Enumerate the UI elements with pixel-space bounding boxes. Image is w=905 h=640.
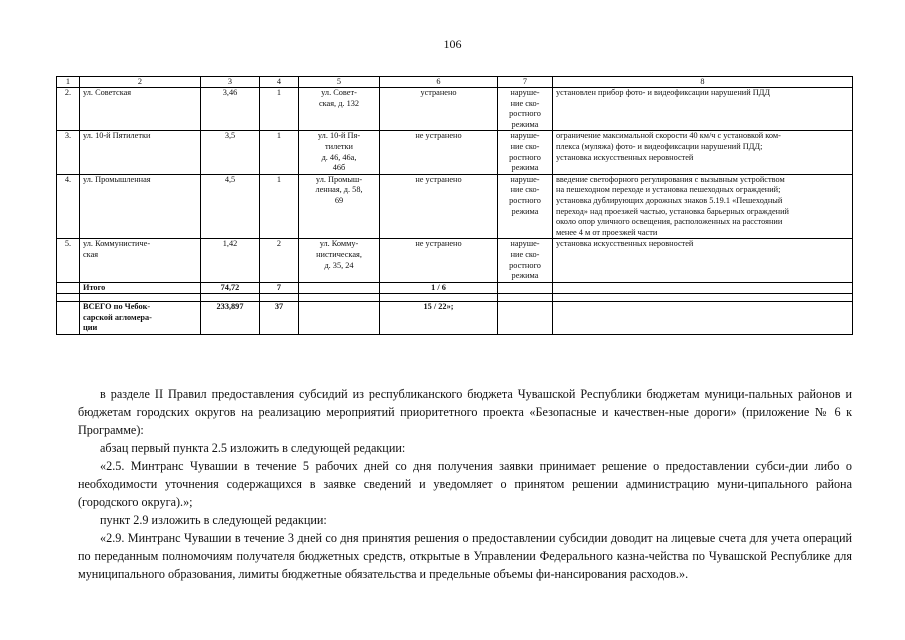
empty-cell xyxy=(260,294,299,302)
table-row xyxy=(57,88,853,131)
section-length: 3,46 xyxy=(201,88,260,131)
total-label: Итого xyxy=(80,282,201,294)
section-length: 4,5 xyxy=(201,174,260,239)
empty-cell xyxy=(299,294,380,302)
grand-total-row xyxy=(57,302,853,335)
empty-cell xyxy=(553,302,853,335)
column-number: 3 xyxy=(201,77,260,88)
total-count: 7 xyxy=(260,282,299,294)
empty-cell xyxy=(57,302,80,335)
violation-type: наруше- ние ско- ростного режима xyxy=(498,174,553,239)
section-length: 3,5 xyxy=(201,131,260,174)
empty-cell xyxy=(201,294,260,302)
total-row xyxy=(57,282,853,294)
paragraph: абзац первый пункта 2.5 изложить в следующей редакции: xyxy=(100,441,406,455)
row-number: 3. xyxy=(57,131,80,174)
grand-total-label: ВСЕГО по Чебок- сарской агломера- ции xyxy=(80,302,201,335)
row-number: 2. xyxy=(57,88,80,131)
section-location: ул. Промыш- ленная, д. 58, 69 xyxy=(299,174,380,239)
empty-cell xyxy=(498,302,553,335)
status: устранено xyxy=(380,88,498,131)
section-count: 2 xyxy=(260,239,299,282)
column-number: 1 xyxy=(57,77,80,88)
section-location: ул. 10-й Пя- тилетки д. 46, 46а, 46б xyxy=(299,131,380,174)
table-row xyxy=(57,131,853,174)
status: не устранено xyxy=(380,174,498,239)
empty-cell xyxy=(57,294,80,302)
empty-cell xyxy=(299,302,380,335)
grand-total-count: 37 xyxy=(260,302,299,335)
road-sections-table xyxy=(56,76,853,335)
table-row xyxy=(57,239,853,282)
paragraph: «2.5. Минтранс Чувашии в течение 5 рабочих дней со дня получения заявки принимает решение о предоставлении субси-дии либо о необходимости уточнения содержащихся в заявке сведений и уведомляет о принятом решении администрацию муни-ципального района (городского округа).»; xyxy=(78,459,852,509)
total-length: 74,72 xyxy=(201,282,260,294)
empty-cell xyxy=(498,282,553,294)
paragraph: «2.9. Минтранс Чувашии в течение 3 дней со дня принятия решения о предоставлении субсидии доводит на лицевые счета для учета операций по переданным полномочиям получателя бюджетных средств, открытые в Управлении Федерального казна-чейства по Чувашской Республике для муниципального образования, лимиты бюджетные обязательства и предельные объемы фи-нансирования расходов.». xyxy=(78,531,852,581)
paragraph: пункт 2.9 изложить в следующей редакции: xyxy=(100,513,327,527)
empty-cell xyxy=(380,294,498,302)
section-length: 1,42 xyxy=(201,239,260,282)
empty-cell xyxy=(553,282,853,294)
column-number: 5 xyxy=(299,77,380,88)
section-count: 1 xyxy=(260,174,299,239)
violation-type: наруше- ние ско- ростного режима xyxy=(498,131,553,174)
paragraph: в разделе II Правил предоставления субсидий из республиканского бюджета Чувашской Республики бюджетам муници-пальных районов и бюджетам городских округов на реализацию мероприятий приоритетного проекта «Безопасные и качествен-ные дороги» (приложение № 6 к Программе): xyxy=(78,387,852,437)
street-name: ул. Коммунистиче- ская xyxy=(80,239,201,282)
measures: ограничение максимальной скорости 40 км/ч с установкой ком- плекса (муляжа) фото- и видеофиксации нарушений ПДД; установка искусственных неровностей xyxy=(553,131,853,174)
empty-cell xyxy=(299,282,380,294)
column-number: 2 xyxy=(80,77,201,88)
grand-total-length: 233,897 xyxy=(201,302,260,335)
section-location: ул. Совет- ская, д. 132 xyxy=(299,88,380,131)
grand-total-ratio: 15 / 22»; xyxy=(380,302,498,335)
street-name: ул. Промышленная xyxy=(80,174,201,239)
total-ratio: 1 / 6 xyxy=(380,282,498,294)
section-location: ул. Комму- нистическая, д. 35, 24 xyxy=(299,239,380,282)
table-header-row xyxy=(57,77,853,88)
empty-cell xyxy=(498,294,553,302)
column-number: 4 xyxy=(260,77,299,88)
street-name: ул. 10-й Пятилетки xyxy=(80,131,201,174)
measures: установка искусственных неровностей xyxy=(553,239,853,282)
section-count: 1 xyxy=(260,131,299,174)
spacer-row xyxy=(57,294,853,302)
column-number: 6 xyxy=(380,77,498,88)
measures: введение светофорного регулирования с вызывным устройством на пешеходном переходе и установка пешеходных ограждений; установка дублирующих дорожных знаков 5.19.1 «Пешеходный переход» над проезжей частью, установка барьерных ограждений около опор уличного освещения, расположенных на расстоянии менее 4 м от проезжей части xyxy=(553,174,853,239)
column-number: 8 xyxy=(553,77,853,88)
empty-cell xyxy=(57,282,80,294)
violation-type: наруше- ние ско- ростного режима xyxy=(498,239,553,282)
row-number: 5. xyxy=(57,239,80,282)
table-row xyxy=(57,174,853,239)
measures: установлен прибор фото- и видеофиксации нарушений ПДД xyxy=(553,88,853,131)
street-name: ул. Советская xyxy=(80,88,201,131)
row-number: 4. xyxy=(57,174,80,239)
empty-cell xyxy=(80,294,201,302)
status: не устранено xyxy=(380,131,498,174)
violation-type: наруше- ние ско- ростного режима xyxy=(498,88,553,131)
section-count: 1 xyxy=(260,88,299,131)
status: не устранено xyxy=(380,239,498,282)
empty-cell xyxy=(553,294,853,302)
page-number: 106 xyxy=(443,37,462,51)
column-number: 7 xyxy=(498,77,553,88)
document-text xyxy=(78,385,852,583)
